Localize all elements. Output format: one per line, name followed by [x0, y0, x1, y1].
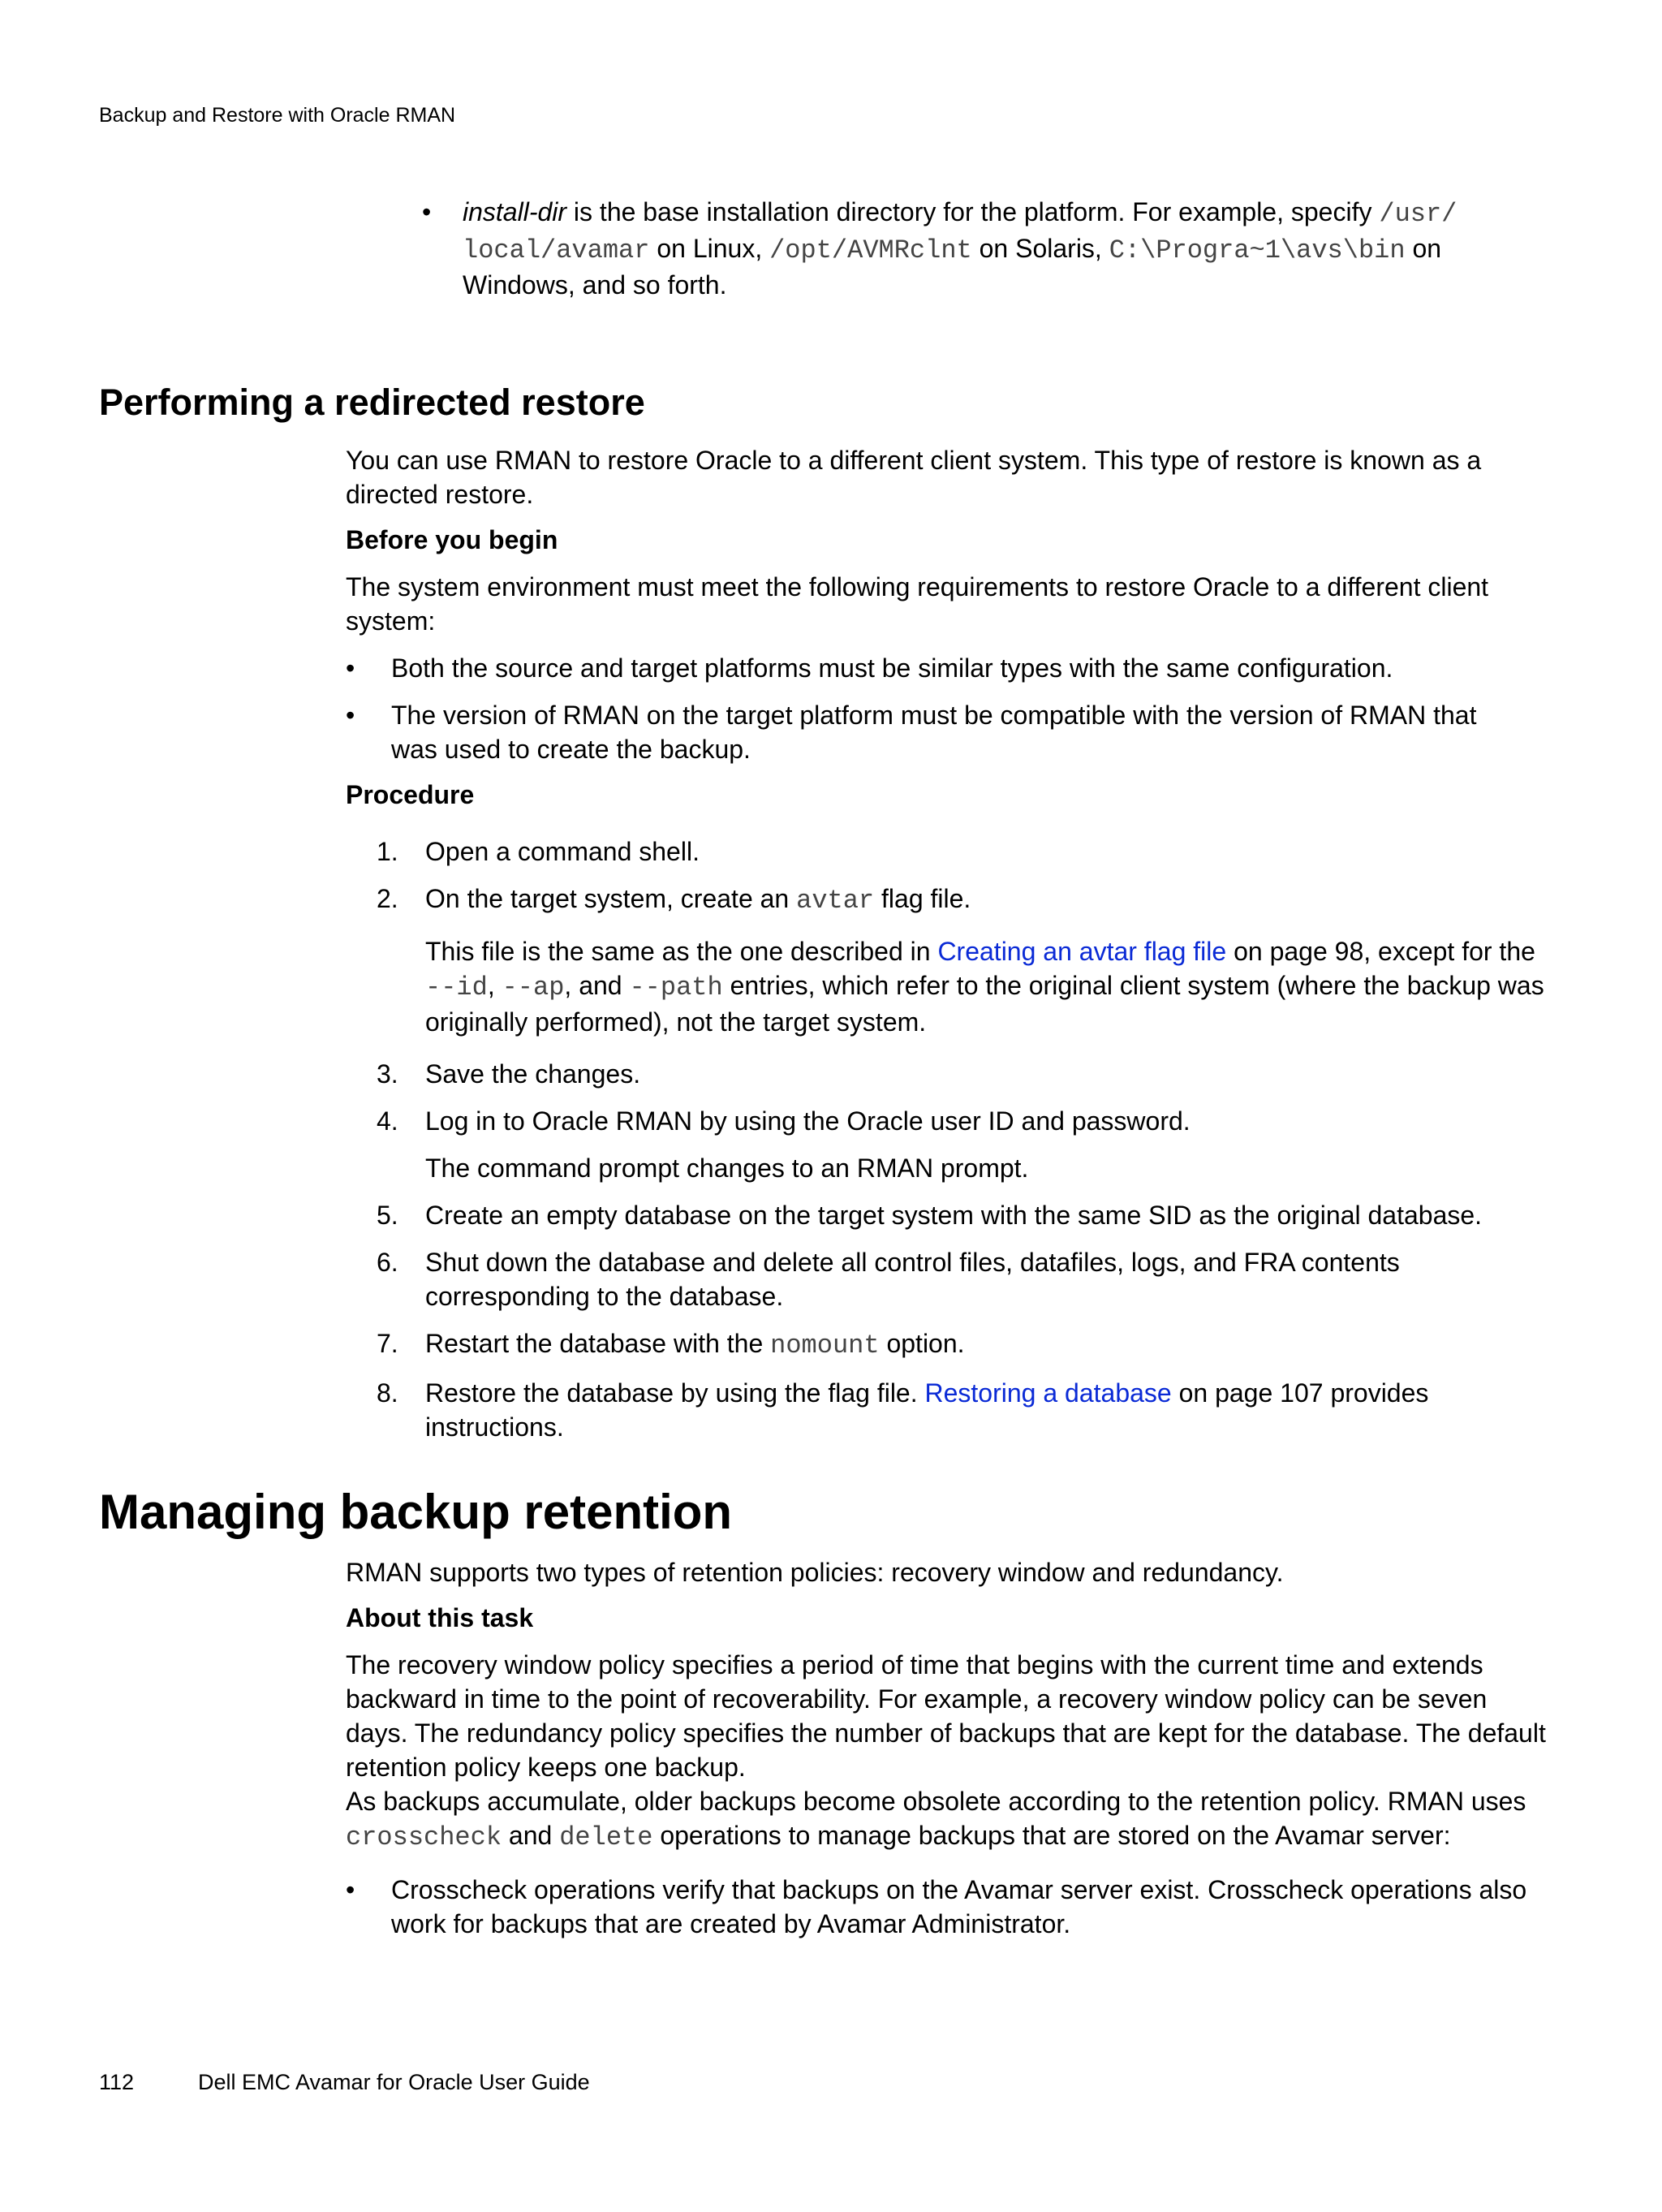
step-number: 4. — [377, 1106, 398, 1136]
code-crosscheck: crosscheck — [346, 1822, 502, 1852]
code-path: --path — [629, 972, 723, 1003]
step-text: Create an empty database on the target system with the same SID as the original database. — [425, 1201, 1483, 1230]
install-dir-bullet — [422, 195, 1542, 302]
step-4-note: The command prompt changes to an RMAN prompt. — [425, 1153, 1029, 1183]
step-number: 3. — [377, 1059, 398, 1089]
requirement-text: Both the source and target platforms must be similar types with the same configuration. — [391, 653, 1393, 683]
para-text: operations to manage backups that are stored on the Avamar server: — [652, 1821, 1451, 1850]
redirected-intro — [346, 443, 1547, 812]
step-text: Save the changes. — [425, 1059, 641, 1089]
retention-para-1: The recovery window policy specifies a period of time that begins with the current time and extends backward in time to the point of recoverability. For example, a recovery window policy can be seven days. The redundancy policy specifies the number of backups that are kept for the database. The default retention policy keeps one backup. — [346, 1650, 1546, 1782]
before-you-begin-heading: Before you begin — [346, 525, 558, 554]
about-task-heading: About this task — [346, 1603, 534, 1632]
step-text: on page 107 provides instructions. — [425, 1378, 1429, 1442]
requirements-list — [346, 651, 1547, 766]
link-creating-avtar-flag-file[interactable]: Creating an avtar flag file — [937, 937, 1227, 966]
para-text: As backups accumulate, older backups become obsolete according to the retention policy. RMAN uses — [346, 1787, 1526, 1816]
step-8 — [346, 1376, 1529, 1444]
step-text: Shut down the database and delete all control files, datafiles, logs, and FRA contents corresponding to the database. — [425, 1248, 1400, 1311]
footer-title: Dell EMC Avamar for Oracle User Guide — [198, 2070, 590, 2094]
retention-intro: RMAN supports two types of retention policies: recovery window and redundancy. — [346, 1558, 1284, 1587]
step-number: 7. — [377, 1329, 398, 1358]
list-item — [346, 1873, 1544, 1941]
step-1 — [346, 834, 1547, 869]
note-text: on page 98, except for the — [1226, 937, 1535, 966]
code-ap: --ap — [502, 972, 565, 1003]
note-text: This file is the same as the one described in — [425, 937, 938, 966]
step-text: Open a command shell. — [425, 837, 700, 866]
step-2-note — [425, 934, 1549, 1039]
text: on Linux, — [649, 234, 770, 263]
step-number: 8. — [377, 1378, 398, 1408]
step-text: flag file. — [874, 884, 971, 913]
code-id: --id — [425, 972, 488, 1003]
step-5 — [346, 1198, 1547, 1232]
step-text: Restore the database by using the flag file. — [425, 1378, 925, 1408]
step-number: 5. — [377, 1201, 398, 1230]
step-6 — [346, 1245, 1505, 1313]
code-local-avamar: local/avamar — [463, 235, 650, 265]
text: on Solaris, — [971, 234, 1109, 263]
text: on — [1405, 234, 1442, 263]
bullet-text: Crosscheck operations verify that backups on the Avamar server exist. Crosscheck operations also work for backups that are created by Avamar Administrator. — [391, 1875, 1527, 1938]
code-usr: /usr/ — [1379, 199, 1457, 229]
step-number: 1. — [377, 837, 398, 866]
retention-body — [346, 1555, 1547, 1941]
section-heading-retention: Managing backup retention — [99, 1485, 733, 1539]
requirement-text: The version of RMAN on the target platform must be compatible with the version of RMAN that was used to create the backup. — [391, 701, 1477, 764]
step-number: 2. — [377, 884, 398, 913]
retention-para-2 — [346, 1784, 1531, 1855]
step-text: Log in to Oracle RMAN by using the Oracle user ID and password. — [425, 1106, 1191, 1136]
bullet-dot: • — [346, 1875, 355, 1904]
step-2 — [346, 882, 1547, 1039]
step-text: On the target system, create an — [425, 884, 797, 913]
list-item — [346, 698, 1527, 766]
page-number: 112 — [99, 2070, 135, 2094]
install-dir-term: install-dir — [463, 197, 567, 226]
note-text: , and — [564, 971, 630, 1000]
step-7 — [346, 1326, 1547, 1363]
step-text: Restart the database with the — [425, 1329, 771, 1358]
step-4 — [346, 1104, 1547, 1185]
code-opt: /opt/AVMRclnt — [769, 235, 972, 265]
list-item — [346, 651, 1547, 685]
bullet-dot: • — [346, 701, 355, 730]
section-heading-redirected: Performing a redirected restore — [99, 382, 645, 423]
para-text: and — [502, 1821, 560, 1850]
running-header: Backup and Restore with Oracle RMAN — [99, 104, 456, 127]
text: Windows, and so forth. — [463, 270, 727, 300]
bullet-dot: • — [422, 197, 432, 226]
procedure-heading: Procedure — [346, 780, 475, 809]
step-3 — [346, 1057, 1547, 1091]
code-nomount: nomount — [770, 1330, 880, 1360]
step-text: option. — [879, 1329, 965, 1358]
text: is the base installation directory for the platform. For example, specify — [566, 197, 1380, 226]
procedure-steps — [346, 834, 1547, 1444]
link-restoring-a-database[interactable]: Restoring a database — [924, 1378, 1172, 1408]
code-avtar: avtar — [796, 886, 875, 916]
bullet-dot: • — [346, 653, 355, 683]
note-text: entries, which refer to the original client system (where the backup was originally performed), not the target system. — [425, 971, 1544, 1037]
before-text: The system environment must meet the following requirements to restore Oracle to a different client system: — [346, 572, 1489, 636]
code-delete: delete — [559, 1822, 653, 1852]
code-windows-path: C:\Progra~1\avs\bin — [1109, 235, 1406, 265]
step-number: 6. — [377, 1248, 398, 1277]
note-text: , — [487, 971, 502, 1000]
intro-text: You can use RMAN to restore Oracle to a different client system. This type of restore is known as a directed restore. — [346, 446, 1482, 509]
